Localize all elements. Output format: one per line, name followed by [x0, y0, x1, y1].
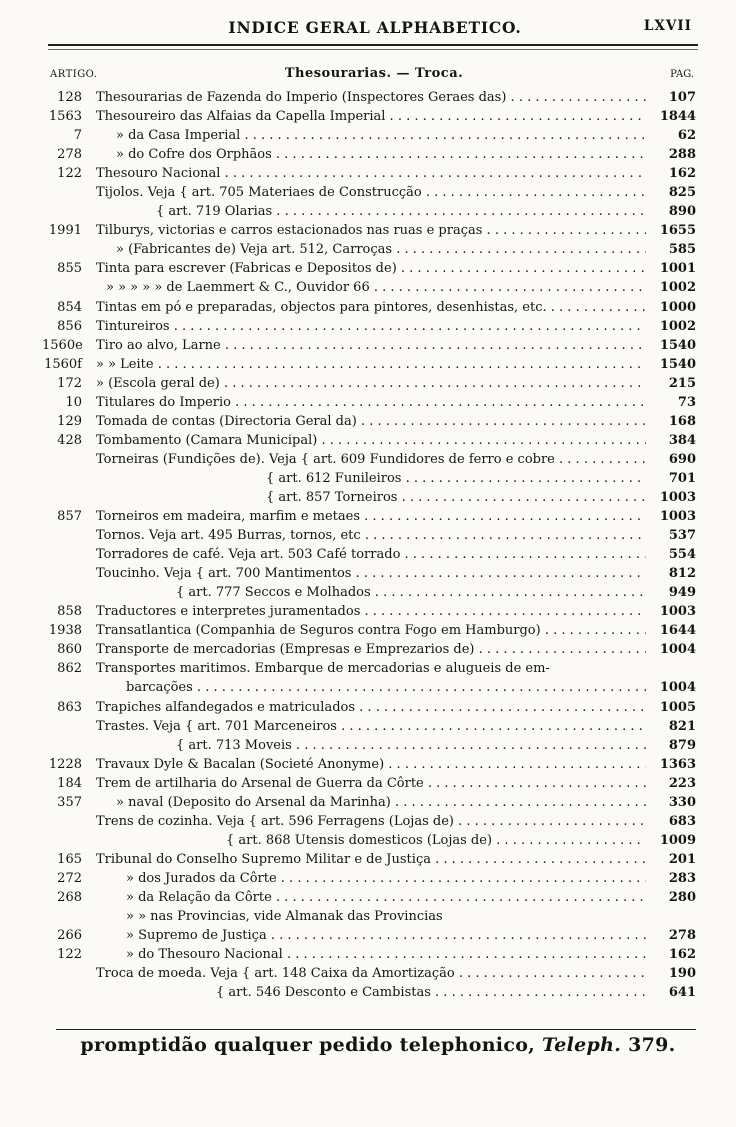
entry-text: Tilburys, victorias e carros estacionados nas ruas e praças . . . — [96, 221, 646, 240]
footer-advert — [60, 1034, 696, 1056]
entry-text: Torneiros em madeira, marfim e metaes . . . — [96, 507, 646, 526]
pag-label: PAG. — [670, 69, 694, 80]
index-row — [0, 488, 736, 507]
index-row — [0, 583, 736, 602]
page-ref: 1005 — [659, 699, 696, 715]
index-row — [0, 412, 736, 431]
entry-text: » do Thesouro Nacional . . . — [126, 945, 646, 964]
footer-number: 379. — [628, 1034, 676, 1056]
index-row — [0, 659, 736, 678]
index-row — [0, 126, 736, 145]
page-ref: 1004 — [659, 642, 696, 658]
page-ref: 330 — [668, 794, 696, 810]
article-number: 1563 — [48, 109, 82, 125]
page-ref: 283 — [668, 870, 696, 886]
article-number: 278 — [57, 147, 82, 163]
index-row — [0, 888, 736, 907]
entry-text: Thesouro Nacional . . . — [96, 164, 646, 183]
entry-text: barcações . . . — [126, 678, 646, 697]
index-row — [0, 698, 736, 717]
article-number: 855 — [57, 261, 82, 277]
page-ref: 879 — [668, 737, 696, 753]
index-row — [0, 259, 736, 278]
entry-text: Tombamento (Camara Municipal) . . . — [96, 431, 646, 450]
index-row — [0, 469, 736, 488]
header-rule — [48, 44, 698, 46]
article-number: 1228 — [48, 756, 82, 772]
page-ref: 825 — [668, 185, 696, 201]
entry-text: Tijolos. Veja { art. 705 Materiaes de Construcção . . . — [96, 183, 646, 202]
index-row — [0, 717, 736, 736]
index-row — [0, 736, 736, 755]
page-ref: 73 — [677, 394, 696, 410]
article-number: 858 — [57, 604, 82, 620]
page-ref: 690 — [668, 451, 696, 467]
index-row — [0, 336, 736, 355]
index-row — [0, 374, 736, 393]
entry-text: { art. 719 Olarias . . . — [156, 202, 646, 221]
entry-text: { art. 868 Utensis domesticos (Lojas de) . . . — [226, 831, 646, 850]
entry-text: Thesoureiro das Alfaias da Capella Imperial . . . — [96, 107, 646, 126]
index-row — [0, 202, 736, 221]
article-number: 184 — [57, 775, 82, 791]
page-ref: 537 — [668, 528, 696, 544]
entry-text: Toucinho. Veja { art. 700 Mantimentos . . . — [96, 564, 646, 583]
page-ref: 1655 — [659, 223, 696, 239]
page-number: LXVII — [643, 18, 692, 34]
entry-text: { art. 777 Seccos e Molhados . . . — [176, 583, 646, 602]
index-row — [0, 107, 736, 126]
index-row — [0, 393, 736, 412]
entry-text: Tornos. Veja art. 495 Burras, tornos, etc . . . — [96, 526, 646, 545]
entry-text: { art. 713 Moveis . . . — [176, 736, 646, 755]
index-row — [0, 240, 736, 259]
article-number: 10 — [65, 394, 82, 410]
index-row — [0, 640, 736, 659]
index-row — [0, 145, 736, 164]
page-ref: 1009 — [659, 832, 696, 848]
page-ref: 1844 — [659, 109, 696, 125]
article-number: 272 — [57, 870, 82, 886]
entry-text: Trapiches alfandegados e matriculados . . . — [96, 698, 646, 717]
entry-text: » » nas Provincias, vide Almanak das Provincias — [126, 909, 443, 925]
page-ref: 162 — [668, 166, 696, 182]
page-ref: 1003 — [659, 604, 696, 620]
page-ref: 223 — [668, 775, 696, 791]
entry-text: » do Cofre dos Orphãos . . . — [116, 145, 646, 164]
entry-text: { art. 546 Desconto e Cambistas . . . — [216, 983, 646, 1002]
article-number: 1560f — [44, 356, 82, 372]
article-number: 1938 — [48, 623, 82, 639]
entry-text: » da Casa Imperial . . . — [116, 126, 646, 145]
footer-rule — [56, 1029, 696, 1030]
page-ref: 288 — [668, 147, 696, 163]
index-row — [0, 526, 736, 545]
index-row — [0, 507, 736, 526]
page-ref: 201 — [668, 851, 696, 867]
page-ref: 554 — [668, 547, 696, 563]
entry-text: » » Leite . . . — [96, 355, 646, 374]
page-ref: 107 — [668, 90, 696, 105]
index-row — [0, 545, 736, 564]
page-title: INDICE GERAL ALPHABETICO. — [228, 18, 522, 37]
entry-text: » dos Jurados da Côrte . . . — [126, 869, 646, 888]
index-row — [0, 774, 736, 793]
index-row — [0, 869, 736, 888]
article-number: 122 — [57, 947, 82, 963]
page-ref: 683 — [668, 813, 696, 829]
page-ref: 890 — [668, 204, 696, 220]
entry-text: » Supremo de Justiça . . . — [126, 926, 646, 945]
entry-text: { art. 857 Torneiros . . . — [266, 488, 646, 507]
page-ref: 1000 — [659, 299, 696, 315]
entry-text: Thesourarias de Fazenda do Imperio (Inspectores Geraes das) . . . — [96, 88, 646, 107]
entry-text: Tiro ao alvo, Larne . . . — [96, 336, 646, 355]
entry-text: Troca de moeda. Veja { art. 148 Caixa da Amortização . . . — [96, 964, 646, 983]
index-row — [0, 793, 736, 812]
entry-text: Tintureiros . . . — [96, 317, 646, 336]
index-row — [0, 164, 736, 183]
index-row — [0, 926, 736, 945]
page-ref: 812 — [668, 566, 696, 582]
header-rule-thin — [48, 49, 698, 50]
article-number: 857 — [57, 509, 82, 525]
article-number: 128 — [57, 90, 82, 105]
page-ref: 641 — [668, 985, 696, 1001]
article-number: 268 — [57, 889, 82, 905]
index-row — [0, 278, 736, 297]
section-title: Thesourarias. — Troca. — [284, 66, 464, 81]
page-ref: 949 — [668, 585, 696, 601]
entry-text: Transportes maritimos. Embarque de mercadorias e alugueis de em- — [96, 661, 550, 677]
index-row — [0, 964, 736, 983]
entry-text: Trens de cozinha. Veja { art. 596 Ferragens (Lojas de) . . . — [96, 812, 646, 831]
index-row — [0, 907, 736, 926]
page-ref: 62 — [677, 128, 696, 144]
article-number: 1991 — [48, 223, 82, 239]
artigo-label: ARTIGO. — [50, 69, 98, 80]
page-ref: 1003 — [659, 509, 696, 525]
entry-text: Torneiras (Fundições de). Veja { art. 609 Fundidores de ferro e cobre . . . — [96, 450, 646, 469]
page-ref: 1363 — [659, 756, 696, 772]
index-row — [0, 678, 736, 697]
entry-text: { art. 612 Funileiros . . . — [266, 469, 646, 488]
page-ref: 278 — [668, 928, 696, 944]
article-number: 1560e — [42, 337, 83, 353]
index-row — [0, 298, 736, 317]
footer-teleph: Teleph. — [542, 1034, 622, 1056]
page-ref: 1644 — [659, 623, 696, 639]
index-row — [0, 850, 736, 869]
index-row — [0, 621, 736, 640]
index-row — [0, 221, 736, 240]
page-ref: 1002 — [659, 280, 696, 296]
entry-text: Transporte de mercadorias (Empresas e Emprezarios de) . . . — [96, 640, 646, 659]
index-row — [0, 564, 736, 583]
index-row — [0, 183, 736, 202]
index-row — [0, 812, 736, 831]
page-ref: 1003 — [659, 489, 696, 505]
article-number: 165 — [57, 851, 82, 867]
article-number: 7 — [73, 128, 82, 144]
entry-text: Travaux Dyle & Bacalan (Societé Anonyme) . . . — [96, 755, 646, 774]
article-number: 863 — [57, 699, 82, 715]
article-number: 862 — [57, 661, 82, 677]
entry-text: Torradores de café. Veja art. 503 Café torrado . . . — [96, 545, 646, 564]
index-row — [0, 831, 736, 850]
article-number: 860 — [57, 642, 82, 658]
index-row — [0, 317, 736, 336]
page-ref: 1004 — [659, 680, 696, 696]
entry-text: Traductores e interpretes juramentados . . . — [96, 602, 646, 621]
index-row — [0, 602, 736, 621]
index-row — [0, 450, 736, 469]
index-row — [0, 431, 736, 450]
entry-text: » (Fabricantes de) Veja art. 512, Carroças . . . — [116, 240, 646, 259]
page-ref: 168 — [668, 413, 696, 429]
entry-text: » naval (Deposito do Arsenal da Marinha) . . . — [116, 793, 646, 812]
article-number: 856 — [57, 318, 82, 334]
page-ref: 1002 — [659, 318, 696, 334]
index-row — [0, 355, 736, 374]
index-entries — [0, 88, 736, 1002]
entry-text: Tinta para escrever (Fabricas e Depositos de) . . . — [96, 259, 646, 278]
entry-text: Trem de artilharia do Arsenal de Guerra da Côrte . . . — [96, 774, 646, 793]
article-number: 854 — [57, 299, 82, 315]
article-number: 266 — [57, 928, 82, 944]
page-ref: 384 — [668, 432, 696, 448]
entry-text: Tomada de contas (Directoria Geral da) . . . — [96, 412, 646, 431]
index-row — [0, 755, 736, 774]
page-header — [50, 18, 700, 40]
index-row — [0, 983, 736, 1002]
page-ref: 1540 — [659, 356, 696, 372]
entry-text: Tribunal do Conselho Supremo Militar e de Justiça . . . — [96, 850, 646, 869]
page-ref: 280 — [668, 889, 696, 905]
page-ref: 701 — [668, 470, 696, 486]
page-ref: 1001 — [659, 261, 696, 277]
article-number: 129 — [57, 413, 82, 429]
article-number: 122 — [57, 166, 82, 182]
entry-text: » » » » » de Laemmert & C., Ouvidor 66 . . . — [106, 278, 646, 297]
article-number: 428 — [57, 432, 82, 448]
column-header — [50, 66, 698, 84]
page-ref: 215 — [668, 375, 696, 391]
entry-text: » (Escola geral de) . . . — [96, 374, 646, 393]
index-row — [0, 945, 736, 964]
entry-text: Trastes. Veja { art. 701 Marceneiros . . . — [96, 717, 646, 736]
page-ref: 821 — [668, 718, 696, 734]
article-number: 357 — [57, 794, 82, 810]
page-ref: 585 — [668, 242, 696, 258]
index-row — [0, 88, 736, 107]
entry-text: » da Relação da Côrte . . . — [126, 888, 646, 907]
article-number: 172 — [57, 375, 82, 391]
entry-text: Tintas em pó e preparadas, objectos para pintores, desenhistas, etc. . . . — [96, 298, 646, 317]
entry-text: Titulares do Imperio . . . — [96, 393, 646, 412]
entry-text: Transatlantica (Companhia de Seguros contra Fogo em Hamburgo) . . . — [96, 621, 646, 640]
page-ref: 1540 — [659, 337, 696, 353]
page-ref: 162 — [668, 947, 696, 963]
page-ref: 190 — [668, 966, 696, 982]
footer-text: promptidão qualquer pedido telephonico, — [80, 1034, 536, 1056]
